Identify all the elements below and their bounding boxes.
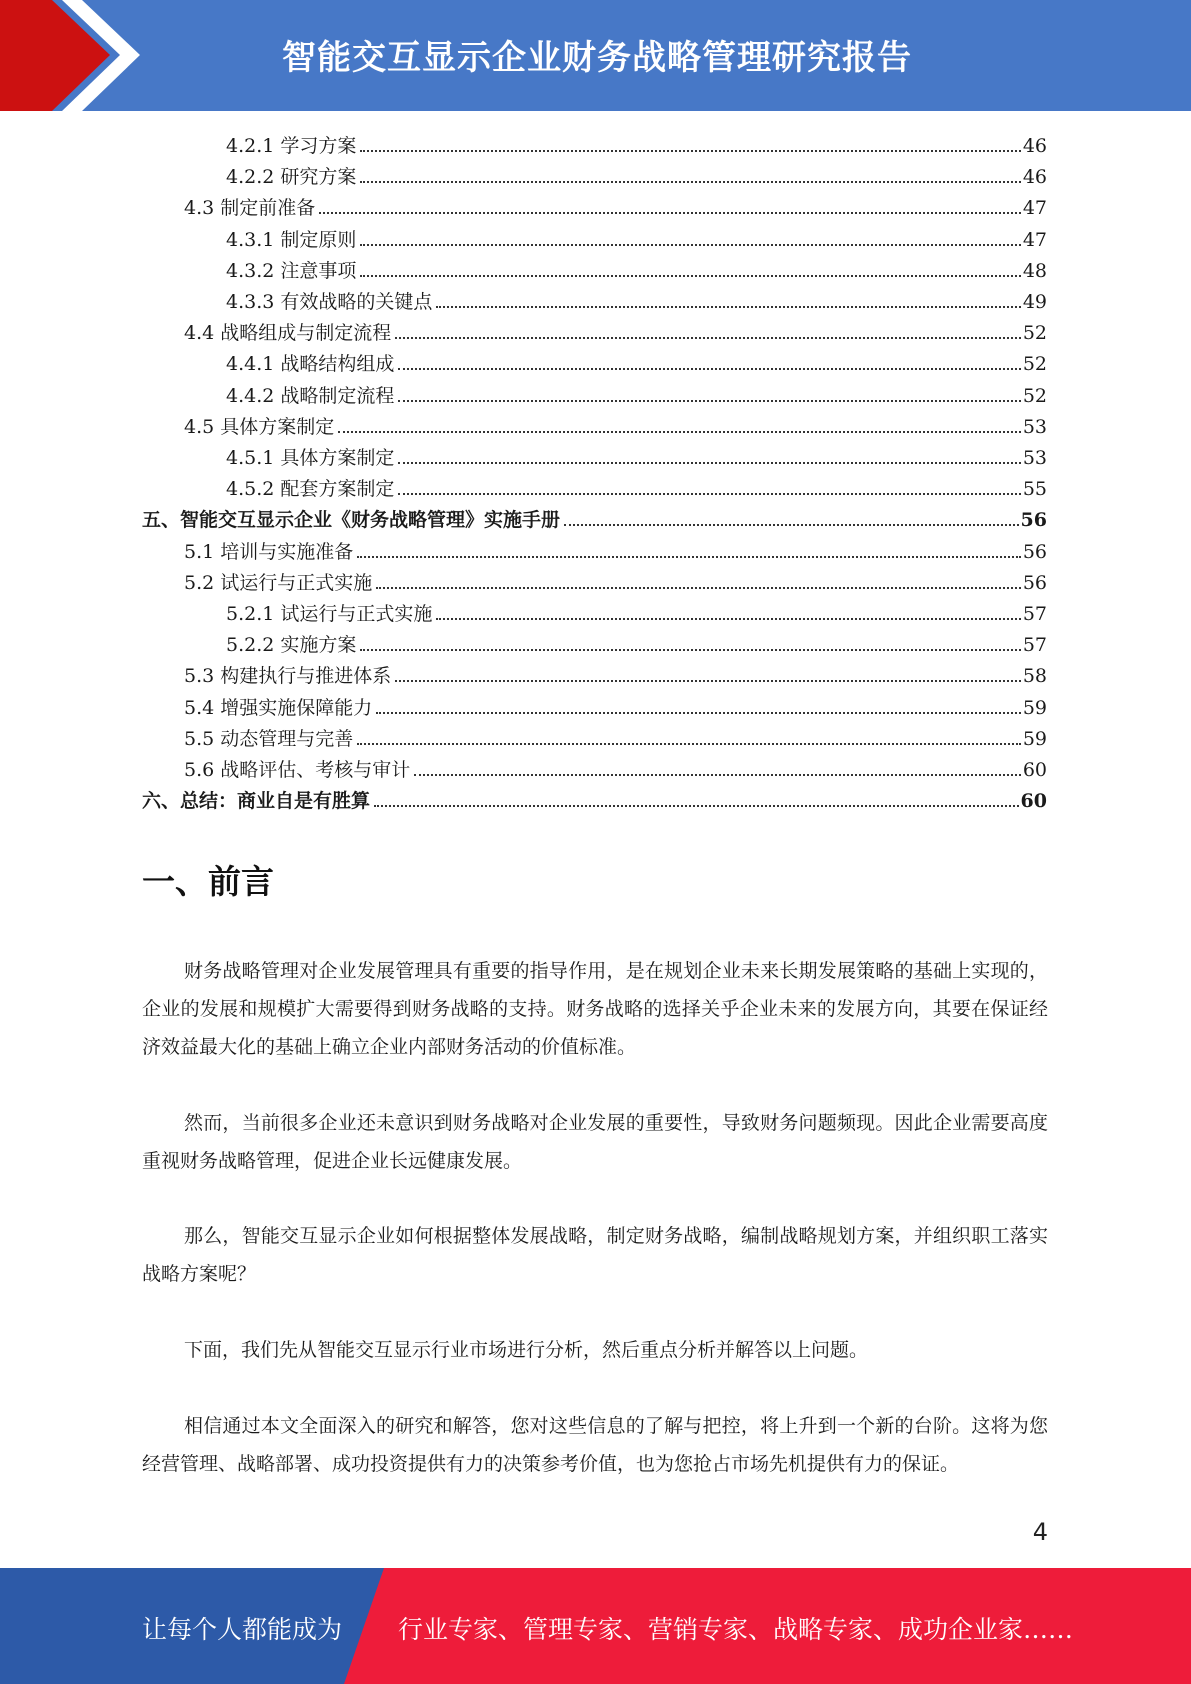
toc-entry-number: 4.3.3 — [226, 291, 275, 313]
toc-entry-title — [226, 384, 396, 408]
toc-dot-leader — [360, 244, 1020, 246]
toc-entry-title — [184, 540, 355, 564]
toc-entry-number: 4.3.2 — [226, 259, 275, 282]
toc-entry-text: 注意事项 — [280, 259, 357, 282]
toc-entry-title — [226, 602, 434, 626]
toc-entry-text: 构建执行与推进体系 — [220, 665, 392, 688]
toc-page-number: 53 — [1022, 447, 1047, 469]
toc-entry-title — [184, 696, 374, 720]
toc-entry-number: 4.3 — [184, 197, 215, 220]
toc-entry-title — [184, 196, 317, 220]
toc-dot-leader — [564, 524, 1019, 526]
page-number: 4 — [1032, 1518, 1048, 1546]
toc-entry-number: 5.1 — [184, 540, 215, 563]
toc-entry-title — [184, 727, 355, 751]
toc-dot-leader — [360, 649, 1020, 651]
toc-entry-number: 5.3 — [184, 665, 215, 688]
toc-entry-title — [226, 134, 358, 158]
toc-dot-leader — [319, 212, 1021, 214]
toc-entry-text: 智能交互显示企业《财务战略管理》实施手册 — [180, 509, 561, 532]
toc-page-number: 59 — [1022, 696, 1047, 719]
toc-entry-number: 4.5.1 — [226, 447, 275, 469]
toc-page-number: 57 — [1022, 603, 1047, 625]
toc-entry-text: 战略组成与制定流程 — [220, 322, 392, 345]
toc-entry-title — [184, 321, 393, 345]
toc-dot-leader — [398, 400, 1020, 402]
toc-entry-title — [184, 664, 393, 688]
toc-page-number: 46 — [1022, 135, 1047, 157]
toc-page-number: 49 — [1022, 291, 1047, 313]
header-arrow-decoration — [0, 0, 160, 111]
toc-entry-title — [142, 789, 372, 813]
toc-entry[interactable] — [226, 470, 1047, 501]
footer-slogan-right: 行业专家、管理专家、营销专家、战略专家、成功企业家…… — [398, 1615, 1074, 1644]
toc-page-number: 60 — [1022, 759, 1047, 781]
toc-entry[interactable] — [142, 782, 1047, 813]
toc-entry-text: 试运行与正式实施 — [220, 571, 373, 594]
toc-entry-text: 制定原则 — [280, 228, 357, 251]
toc-entry-title — [226, 477, 396, 501]
toc-page-number: 56 — [1020, 509, 1047, 532]
toc-dot-leader — [376, 587, 1021, 589]
toc-dot-leader — [398, 368, 1020, 370]
toc-entry[interactable] — [226, 345, 1047, 376]
toc-entry-number: 六、 — [142, 790, 181, 813]
toc-page-number: 46 — [1022, 166, 1047, 189]
toc-dot-leader — [436, 618, 1020, 620]
toc-page-number: 47 — [1022, 228, 1047, 251]
toc-page-number: 57 — [1022, 634, 1047, 657]
toc-entry-number: 4.3.1 — [226, 228, 275, 251]
toc-entry-text: 战略评估、考核与审计 — [220, 759, 411, 781]
paragraph: 财务战略管理对企业发展管理具有重要的指导作用，是在规划企业未来长期发展策略的基础上实现的，企业的发展和规模扩大需要得到财务战略的支持。财务战略的选择关乎企业未来的发展方向，其要在保证经济效益最大化的基础上确立企业内部财务活动的价值标准。 — [142, 960, 1048, 1058]
toc-page-number: 59 — [1022, 727, 1047, 750]
toc-page-number: 56 — [1022, 571, 1047, 594]
toc-entry-text: 战略制定流程 — [280, 384, 395, 407]
toc-entry-number: 4.4 — [184, 322, 215, 345]
toc-entry-number: 五、 — [142, 509, 181, 532]
toc-entry-text: 研究方案 — [280, 166, 357, 189]
toc-entry-number: 5.2.1 — [226, 603, 275, 625]
toc-entry-number: 5.2.2 — [226, 634, 275, 657]
toc-page-number: 48 — [1022, 259, 1047, 282]
section-heading: 一、前言 — [142, 862, 274, 901]
toc-entry-title — [184, 571, 374, 595]
toc-dot-leader — [357, 556, 1021, 558]
toc-entry-text: 总结：商业自是有胜算 — [180, 790, 371, 813]
toc-entry-title — [226, 165, 358, 189]
toc-dot-leader — [360, 150, 1020, 152]
page-header — [0, 0, 1191, 111]
toc-entry[interactable] — [184, 314, 1047, 345]
paragraph: 那么，智能交互显示企业如何根据整体发展战略，制定财务战略，编制战略规划方案，并组织职工落实战略方案呢？ — [142, 1225, 1048, 1285]
toc-entry[interactable] — [184, 189, 1047, 220]
toc-entry[interactable] — [226, 626, 1047, 657]
toc-page-number: 55 — [1022, 478, 1047, 501]
toc-entry-title — [226, 259, 358, 283]
paragraph: 然而，当前很多企业还未意识到财务战略对企业发展的重要性，导致财务问题频现。因此企业需要高度重视财务战略管理，促进企业长远健康发展。 — [142, 1112, 1048, 1172]
toc-entry-title — [226, 228, 358, 252]
toc-entry-text: 配套方案制定 — [280, 478, 395, 501]
toc-entry-title — [184, 758, 412, 782]
toc-entry-text: 具体方案制定 — [280, 447, 395, 469]
toc-entry[interactable] — [226, 127, 1047, 158]
toc-entry-number: 5.2 — [184, 571, 215, 594]
toc-entry-title — [226, 290, 434, 314]
toc-entry-number: 4.2.1 — [226, 135, 275, 157]
footer-slogan-left: 让每个人都能成为 — [142, 1615, 343, 1644]
toc-entry-number: 4.5 — [184, 415, 215, 438]
page-footer — [0, 1568, 1191, 1684]
toc-entry[interactable] — [226, 158, 1047, 189]
toc-entry-text: 制定前准备 — [220, 197, 316, 220]
toc-entry-title — [142, 508, 562, 532]
report-title: 智能交互显示企业财务战略管理研究报告 — [282, 38, 912, 78]
paragraph: 下面，我们先从智能交互显示行业市场进行分析，然后重点分析并解答以上问题。 — [184, 1339, 869, 1361]
toc-dot-leader — [395, 337, 1021, 339]
toc-entry-number: 5.5 — [184, 727, 215, 750]
toc-page-number: 58 — [1022, 665, 1047, 688]
toc-entry[interactable] — [226, 377, 1047, 408]
paragraph: 相信通过本文全面深入的研究和解答，您对这些信息的了解与把控，将上升到一个新的台阶。这将为您经营管理、战略部署、成功投资提供有力的决策参考价值，也为您抢占市场先机提供有力的保证。 — [142, 1415, 1048, 1475]
toc-entry-title — [226, 633, 358, 657]
toc-entry-number: 5.4 — [184, 696, 215, 719]
toc-page-number: 52 — [1022, 384, 1047, 407]
toc-entry[interactable] — [226, 252, 1047, 283]
toc-entry[interactable] — [226, 221, 1047, 252]
toc-dot-leader — [398, 493, 1020, 495]
toc-dot-leader — [360, 275, 1020, 277]
toc-entry-number: 4.5.2 — [226, 478, 275, 501]
toc-entry-title — [226, 446, 396, 470]
toc-entry[interactable] — [226, 439, 1047, 470]
toc-page-number: 52 — [1022, 353, 1047, 376]
toc-entry-text: 具体方案制定 — [220, 415, 335, 438]
toc-entry-number: 5.6 — [184, 759, 215, 781]
toc-entry-text: 动态管理与完善 — [220, 727, 354, 750]
toc-entry-text: 学习方案 — [280, 135, 357, 157]
toc-entry[interactable] — [142, 501, 1047, 532]
toc-entry-number: 4.4.1 — [226, 353, 275, 376]
toc-entry[interactable] — [184, 720, 1047, 751]
toc-entry-text: 增强实施保障能力 — [220, 696, 373, 719]
toc-entry[interactable] — [184, 564, 1047, 595]
toc-entry[interactable] — [184, 533, 1047, 564]
toc-page-number: 52 — [1022, 322, 1047, 345]
toc-entry[interactable] — [184, 689, 1047, 720]
toc-entry-text: 培训与实施准备 — [220, 540, 354, 563]
toc-entry-text: 有效战略的关键点 — [280, 291, 433, 313]
toc-entry-title — [184, 415, 336, 439]
toc-dot-leader — [338, 431, 1021, 433]
toc-dot-leader — [376, 712, 1021, 714]
toc-entry-text: 试运行与正式实施 — [280, 603, 433, 625]
toc-page-number: 47 — [1022, 197, 1047, 220]
toc-dot-leader — [357, 743, 1021, 745]
toc-entry-title — [226, 352, 396, 376]
toc-dot-leader — [360, 181, 1020, 183]
toc-entry-number: 4.2.2 — [226, 166, 275, 189]
toc-entry[interactable] — [226, 283, 1047, 314]
toc-entry[interactable] — [184, 751, 1047, 782]
toc-page-number: 56 — [1022, 540, 1047, 563]
toc-entry[interactable] — [184, 408, 1047, 439]
toc-dot-leader — [436, 306, 1020, 308]
toc-page-number: 53 — [1022, 415, 1047, 438]
toc-page-number: 60 — [1020, 790, 1047, 813]
toc-dot-leader — [398, 462, 1020, 464]
toc-entry[interactable] — [226, 595, 1047, 626]
toc-dot-leader — [395, 680, 1021, 682]
toc-entry-number: 4.4.2 — [226, 384, 275, 407]
toc-dot-leader — [374, 805, 1019, 807]
toc-entry-text: 战略结构组成 — [280, 353, 395, 376]
toc-entry[interactable] — [184, 657, 1047, 688]
toc-dot-leader — [414, 774, 1021, 776]
toc-entry-text: 实施方案 — [280, 634, 357, 657]
